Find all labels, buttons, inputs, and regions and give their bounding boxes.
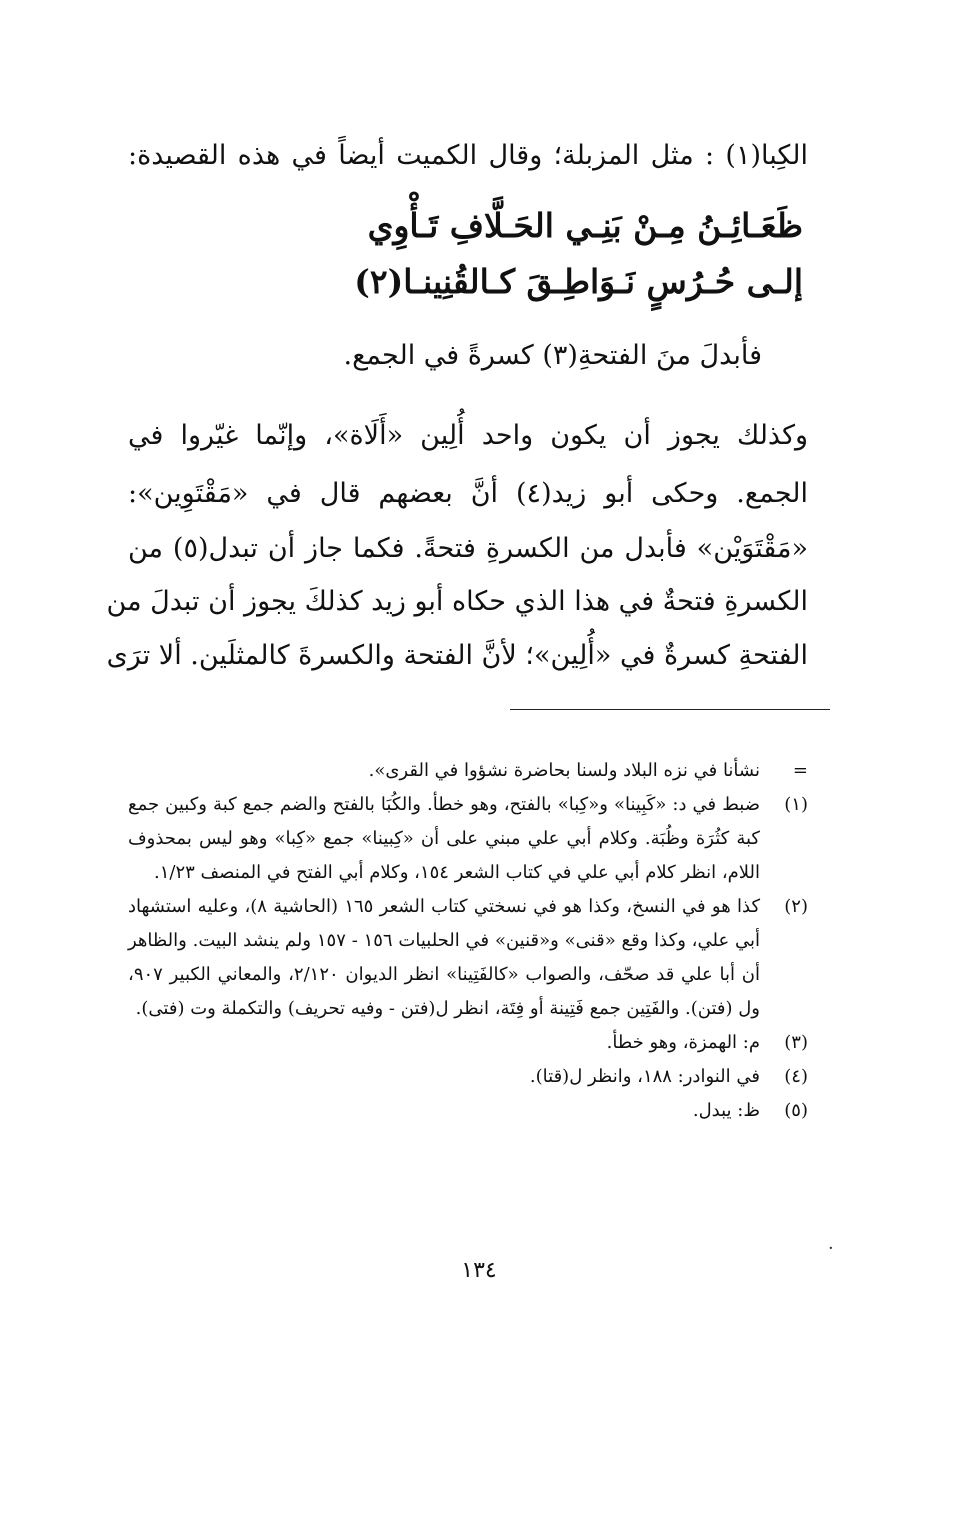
footnote-text: ضبط في د: «كَبِينا» و«كِبا» بالفتح، وهو خطأ. والكُبَا بالفتح والضم جمع كبة وكبين جمع كبة كثُرَة وظُبَة. وكلام أبي علي مبني على أن «كِبينا» جمع «كِبا» وهو ليس بمحذوف اللام، انظر كلام أبي علي في كتاب الشعر ١٥٤، وكلام أبي الفتح في المنصف ١/٢٣. [128, 794, 760, 883]
footnote-number: (٥) [784, 1100, 808, 1121]
footnote-text: نشأنا في نزه البلاد ولسنا بحاضرة نشؤوا في القرى». [368, 760, 760, 781]
paragraph-line: وكذلك يجوز أن يكون واحد أُلِين «أَلَاة»، وإنّما غيّروا في [128, 420, 808, 451]
footnote-number: (٤) [784, 1066, 808, 1087]
speck-mark: · [828, 1238, 834, 1259]
footnote-1 [128, 788, 808, 890]
footnote-text: في النوادر: ١٨٨، وانظر ل(قتا). [529, 1066, 760, 1087]
paragraph-line: الكسرةِ فتحةٌ في هذا الذي حكاه أبو زيد كذلكَ يجوز أن تبدلَ من [106, 586, 808, 617]
paragraph-line: «مَقْتَوَيْن» فأبدل من الكسرةِ فتحةً. فكما جاز أن تبدل(٥) من [128, 533, 808, 564]
footnote-5 [128, 1094, 808, 1128]
verse-line-2: إلـى حُـرُسٍ نَـوَاطِـقَ كـالقُنِينـا(٢) [354, 262, 803, 301]
footnote-marker: = [792, 760, 808, 781]
footnote-continuation [128, 754, 808, 788]
page-number: ١٣٤ [461, 1258, 497, 1283]
footnotes [128, 754, 808, 1128]
footnote-separator [510, 709, 830, 710]
footnote-2 [128, 890, 808, 1026]
footnote-number: (٢) [784, 896, 808, 917]
footnote-text: ظ: يبدل. [692, 1100, 760, 1121]
explanation-line: فأبدلَ منَ الفتحةِ(٣) كسرةً في الجمع. [343, 340, 762, 371]
footnote-text: م: الهمزة، وهو خطأ. [606, 1032, 760, 1053]
footnote-number: (٣) [784, 1032, 808, 1053]
verse-line-1: ظَعَـائِـنُ مِـنْ بَنِـي الحَـلَّافِ تَـأْوِي [367, 206, 803, 245]
footnote-text: كذا هو في النسخ، وكذا هو في نسختي كتاب الشعر ١٦٥ (الحاشية ٨)، وعليه استشهاد أبي علي، وكذا وقع «قنى» و«قنين» في الحلبيات ١٥٦ - ١٥٧ ولم ينشد البيت. والظاهر أن أبا علي قد صحّف، والصواب «كالفَتِينا» انظر الديوان ٢/١٢٠، والمعاني الكبير ٩٠٧، ول (فتن). والفَتِين جمع فَتِينة أو فِتَة، انظر ل(فتن - وفيه تحريف) والتكملة وت (فتى). [128, 896, 761, 1019]
footnote-number: (١) [784, 794, 808, 815]
footnote-4 [128, 1060, 808, 1094]
footnote-3 [128, 1026, 808, 1060]
intro-line: الكِبا(١) : مثل المزبلة؛ وقال الكميت أيضاً في هذه القصيدة: [128, 140, 808, 171]
paragraph-line: الفتحةِ كسرةٌ في «أُلِين»؛ لأنَّ الفتحة والكسرةَ كالمثلَين. ألا ترَى [106, 640, 808, 671]
paragraph-line: الجمع. وحكى أبو زيد(٤) أنَّ بعضهم قال في «مَقْتَوِين»: [128, 478, 808, 509]
